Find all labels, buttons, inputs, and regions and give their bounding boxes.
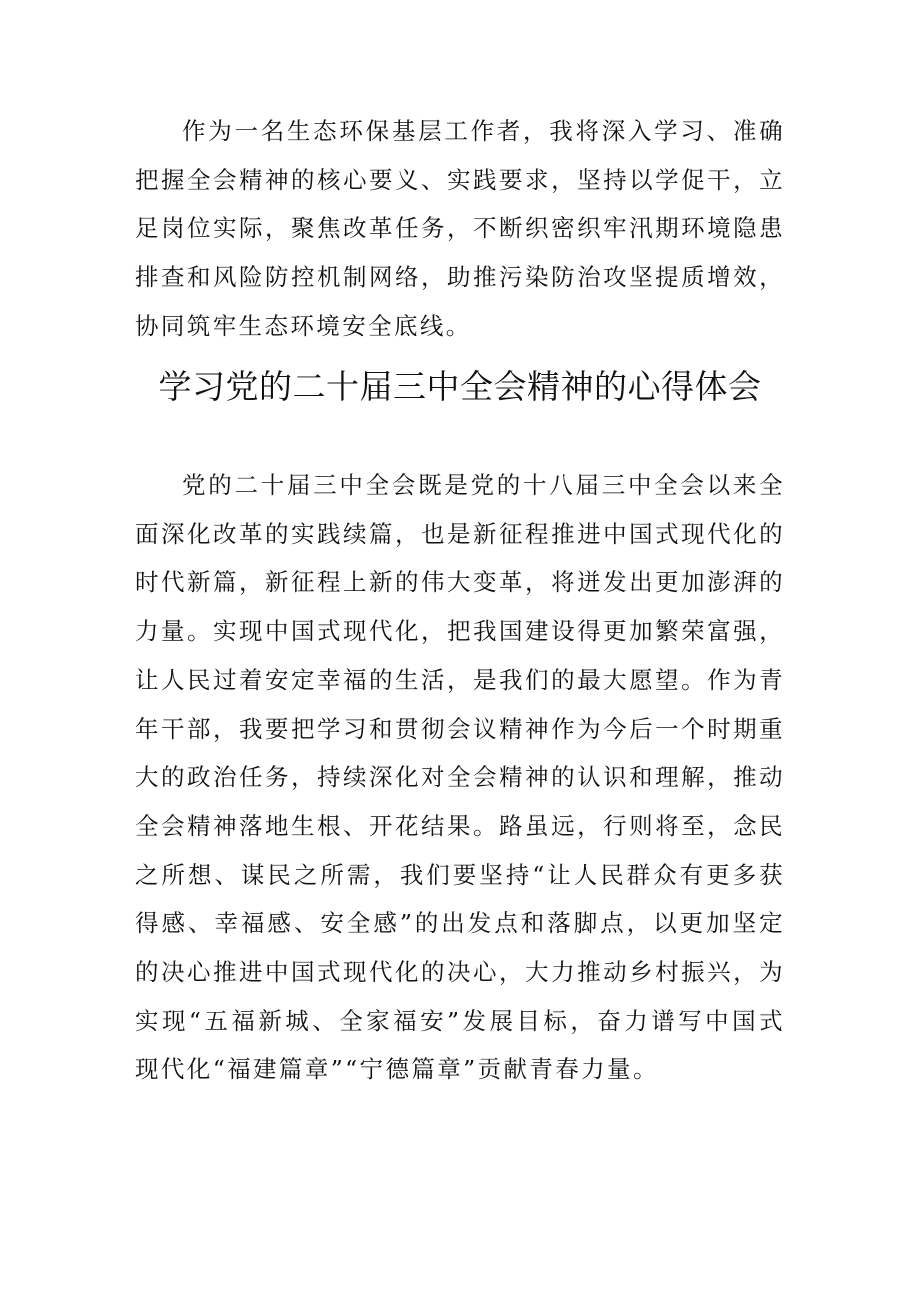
body-paragraph-2: 党的二十届三中全会既是党的十八届三中全会以来全面深化改革的实践续篇，也是新征程推进中国式现代化的时代新篇，新征程上新的伟大变革，将迸发出更加澎湃的力量。实现中国式现代化，把我国建设得更加繁荣富强，让人民过着安定幸福的生活，是我们的最大愿望。作为青年干部，我要把学习和贯彻会议精神作为今后一个时期重大的政治任务，持续深化对全会精神的认识和理解，推动全会精神落地生根、开花结果。路虽远，行则将至，念民之所想、谋民之所需，我们要坚持“让人民群众有更多获得感、幸福感、安全感”的出发点和落脚点，以更加坚定的决心推进中国式现代化的决心，大力推动乡村振兴，为实现“五福新城、全家福安”发展目标，奋力谱写中国式现代化“福建篇章”“宁德篇章”贡献青春力量。 (135, 471, 785, 1084)
paragraph-block-2 (135, 461, 785, 1094)
document-title: 学习党的二十届三中全会精神的心得体会 (158, 367, 762, 406)
paragraph-block-1 (135, 107, 785, 351)
body-paragraph-1: 作为一名生态环保基层工作者，我将深入学习、准确把握全会精神的核心要义、实践要求，坚持以学促干，立足岗位实际，聚焦改革任务，不断织密织牢汛期环境隐患排查和风险防控机制网络，助推污染防治攻坚提质增效，协同筑牢生态环境安全底线。 (135, 117, 785, 340)
